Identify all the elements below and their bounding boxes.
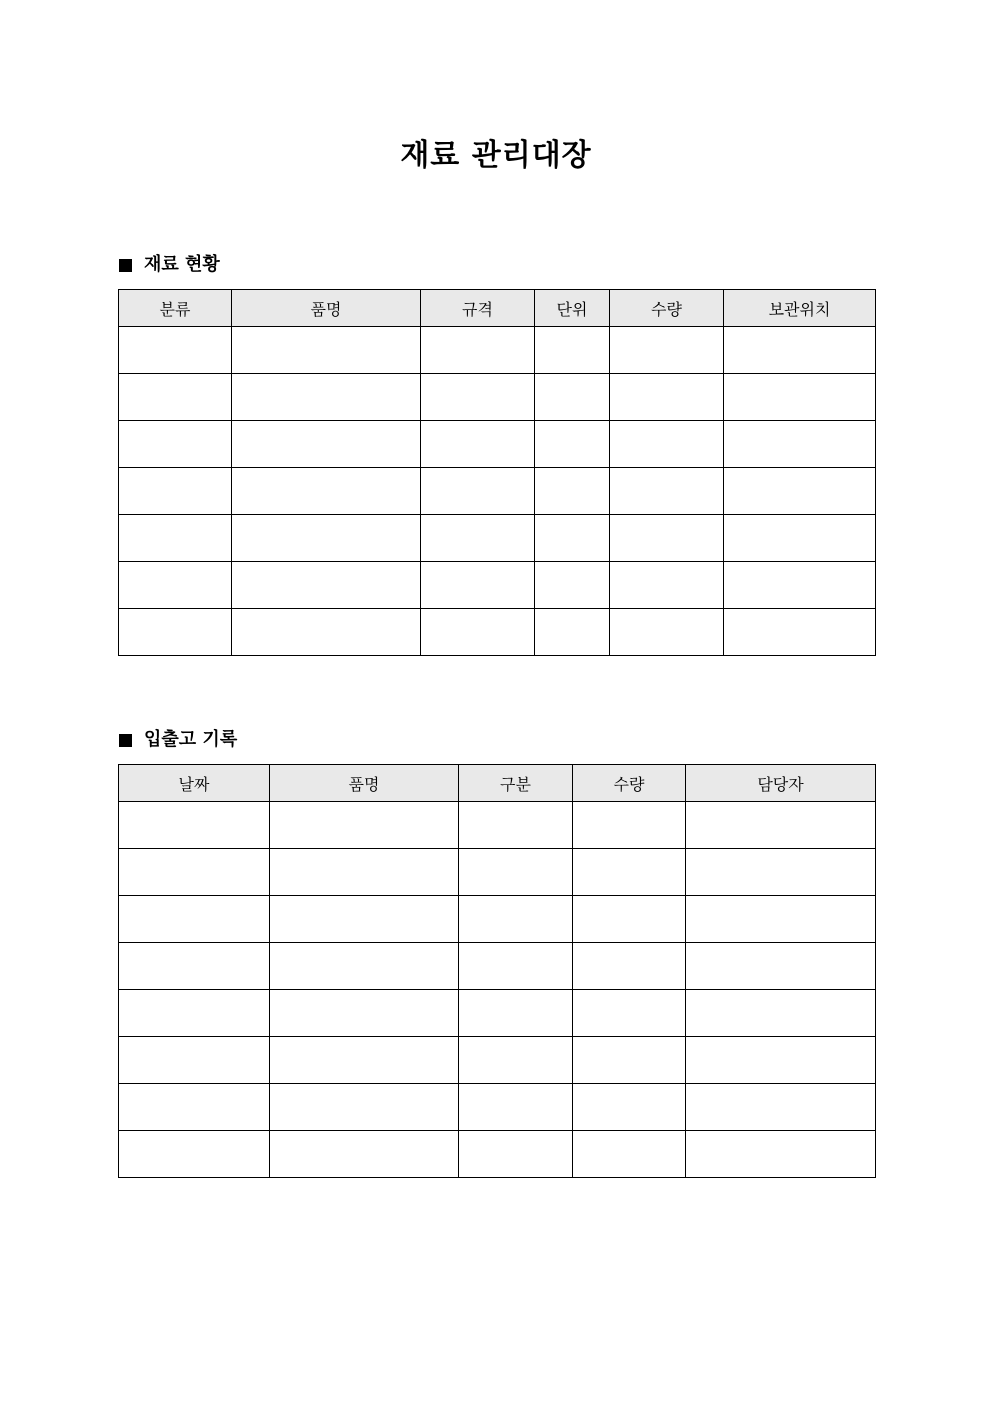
inventory-section-heading: [119, 253, 220, 277]
table-cell[interactable]: [119, 609, 232, 656]
table-cell[interactable]: [610, 609, 724, 656]
table-cell[interactable]: [686, 802, 876, 849]
table-cell[interactable]: [686, 896, 876, 943]
table-row: [119, 1084, 876, 1131]
table-cell[interactable]: [686, 849, 876, 896]
square-bullet-icon: [119, 259, 132, 272]
inventory-header-row: [119, 290, 876, 327]
transactions-heading-text: 입출고 기록: [144, 729, 238, 750]
table-cell[interactable]: [270, 1084, 459, 1131]
table-cell[interactable]: [270, 1037, 459, 1084]
table-row: [119, 849, 876, 896]
table-cell[interactable]: [573, 1037, 686, 1084]
table-cell[interactable]: [459, 849, 573, 896]
column-header-unit: 단위: [535, 290, 610, 327]
table-cell[interactable]: [610, 374, 724, 421]
table-cell[interactable]: [119, 1037, 270, 1084]
table-cell[interactable]: [573, 1131, 686, 1178]
table-cell[interactable]: [119, 421, 232, 468]
table-row: [119, 327, 876, 374]
table-cell[interactable]: [119, 515, 232, 562]
table-cell[interactable]: [421, 327, 535, 374]
table-cell[interactable]: [459, 943, 573, 990]
transactions-section-heading: [119, 728, 237, 752]
table-cell[interactable]: [686, 1084, 876, 1131]
column-header-storage-location: 보관위치: [724, 290, 876, 327]
table-row: [119, 1037, 876, 1084]
table-cell[interactable]: [686, 1131, 876, 1178]
table-cell[interactable]: [232, 468, 421, 515]
table-row: [119, 468, 876, 515]
table-cell[interactable]: [686, 943, 876, 990]
table-cell[interactable]: [610, 327, 724, 374]
table-cell[interactable]: [610, 515, 724, 562]
table-cell[interactable]: [270, 943, 459, 990]
table-cell[interactable]: [232, 609, 421, 656]
table-row: [119, 990, 876, 1037]
table-cell[interactable]: [459, 896, 573, 943]
table-cell[interactable]: [573, 849, 686, 896]
table-cell[interactable]: [232, 421, 421, 468]
table-cell[interactable]: [724, 468, 876, 515]
table-cell[interactable]: [535, 468, 610, 515]
table-row: [119, 562, 876, 609]
table-cell[interactable]: [119, 802, 270, 849]
table-cell[interactable]: [232, 562, 421, 609]
table-row: [119, 609, 876, 656]
column-header-category: 분류: [119, 290, 232, 327]
table-cell[interactable]: [119, 943, 270, 990]
column-header-item-name: 품명: [232, 290, 421, 327]
table-cell[interactable]: [459, 990, 573, 1037]
table-cell[interactable]: [724, 562, 876, 609]
table-cell[interactable]: [119, 468, 232, 515]
table-cell[interactable]: [421, 374, 535, 421]
table-cell[interactable]: [535, 562, 610, 609]
table-cell[interactable]: [459, 1084, 573, 1131]
table-row: [119, 421, 876, 468]
table-cell[interactable]: [724, 374, 876, 421]
table-cell[interactable]: [573, 896, 686, 943]
table-cell[interactable]: [610, 421, 724, 468]
table-cell[interactable]: [610, 468, 724, 515]
table-cell[interactable]: [119, 562, 232, 609]
table-cell[interactable]: [119, 849, 270, 896]
table-cell[interactable]: [232, 515, 421, 562]
table-cell[interactable]: [573, 990, 686, 1037]
table-cell[interactable]: [119, 374, 232, 421]
table-cell[interactable]: [573, 943, 686, 990]
column-header-spec: 규격: [421, 290, 535, 327]
table-row: [119, 896, 876, 943]
table-cell[interactable]: [686, 990, 876, 1037]
table-cell[interactable]: [421, 562, 535, 609]
table-cell[interactable]: [270, 990, 459, 1037]
column-header-quantity: 수량: [610, 290, 724, 327]
table-cell[interactable]: [535, 609, 610, 656]
table-cell[interactable]: [119, 327, 232, 374]
inventory-table: [118, 289, 876, 656]
table-row: [119, 943, 876, 990]
column-header-date: 날짜: [119, 765, 270, 802]
table-cell[interactable]: [421, 468, 535, 515]
table-cell[interactable]: [270, 896, 459, 943]
table-cell[interactable]: [459, 1037, 573, 1084]
table-cell[interactable]: [573, 1084, 686, 1131]
table-cell[interactable]: [119, 1131, 270, 1178]
table-cell[interactable]: [459, 802, 573, 849]
column-header-item-name: 품명: [270, 765, 459, 802]
table-cell[interactable]: [724, 515, 876, 562]
table-cell[interactable]: [724, 421, 876, 468]
table-row: [119, 802, 876, 849]
table-cell[interactable]: [459, 1131, 573, 1178]
transactions-header-row: [119, 765, 876, 802]
table-cell[interactable]: [686, 1037, 876, 1084]
table-cell[interactable]: [535, 374, 610, 421]
table-cell[interactable]: [270, 849, 459, 896]
column-header-person-in-charge: 담당자: [686, 765, 876, 802]
column-header-type: 구분: [459, 765, 573, 802]
table-row: [119, 1131, 876, 1178]
table-cell[interactable]: [535, 327, 610, 374]
table-row: [119, 515, 876, 562]
table-cell[interactable]: [724, 327, 876, 374]
table-cell[interactable]: [270, 1131, 459, 1178]
table-cell[interactable]: [119, 990, 270, 1037]
table-row: [119, 374, 876, 421]
table-cell[interactable]: [232, 327, 421, 374]
table-cell[interactable]: [119, 1084, 270, 1131]
table-cell[interactable]: [535, 515, 610, 562]
transactions-table: [118, 764, 876, 1178]
table-cell[interactable]: [724, 609, 876, 656]
table-cell[interactable]: [573, 802, 686, 849]
inventory-heading-text: 재료 현황: [144, 254, 220, 275]
table-cell[interactable]: [232, 374, 421, 421]
table-cell[interactable]: [119, 896, 270, 943]
square-bullet-icon: [119, 734, 132, 747]
table-cell[interactable]: [270, 802, 459, 849]
table-cell[interactable]: [421, 421, 535, 468]
page-title: 재료 관리대장: [400, 138, 592, 173]
table-cell[interactable]: [421, 609, 535, 656]
table-cell[interactable]: [421, 515, 535, 562]
table-cell[interactable]: [535, 421, 610, 468]
table-cell[interactable]: [610, 562, 724, 609]
column-header-quantity: 수량: [573, 765, 686, 802]
